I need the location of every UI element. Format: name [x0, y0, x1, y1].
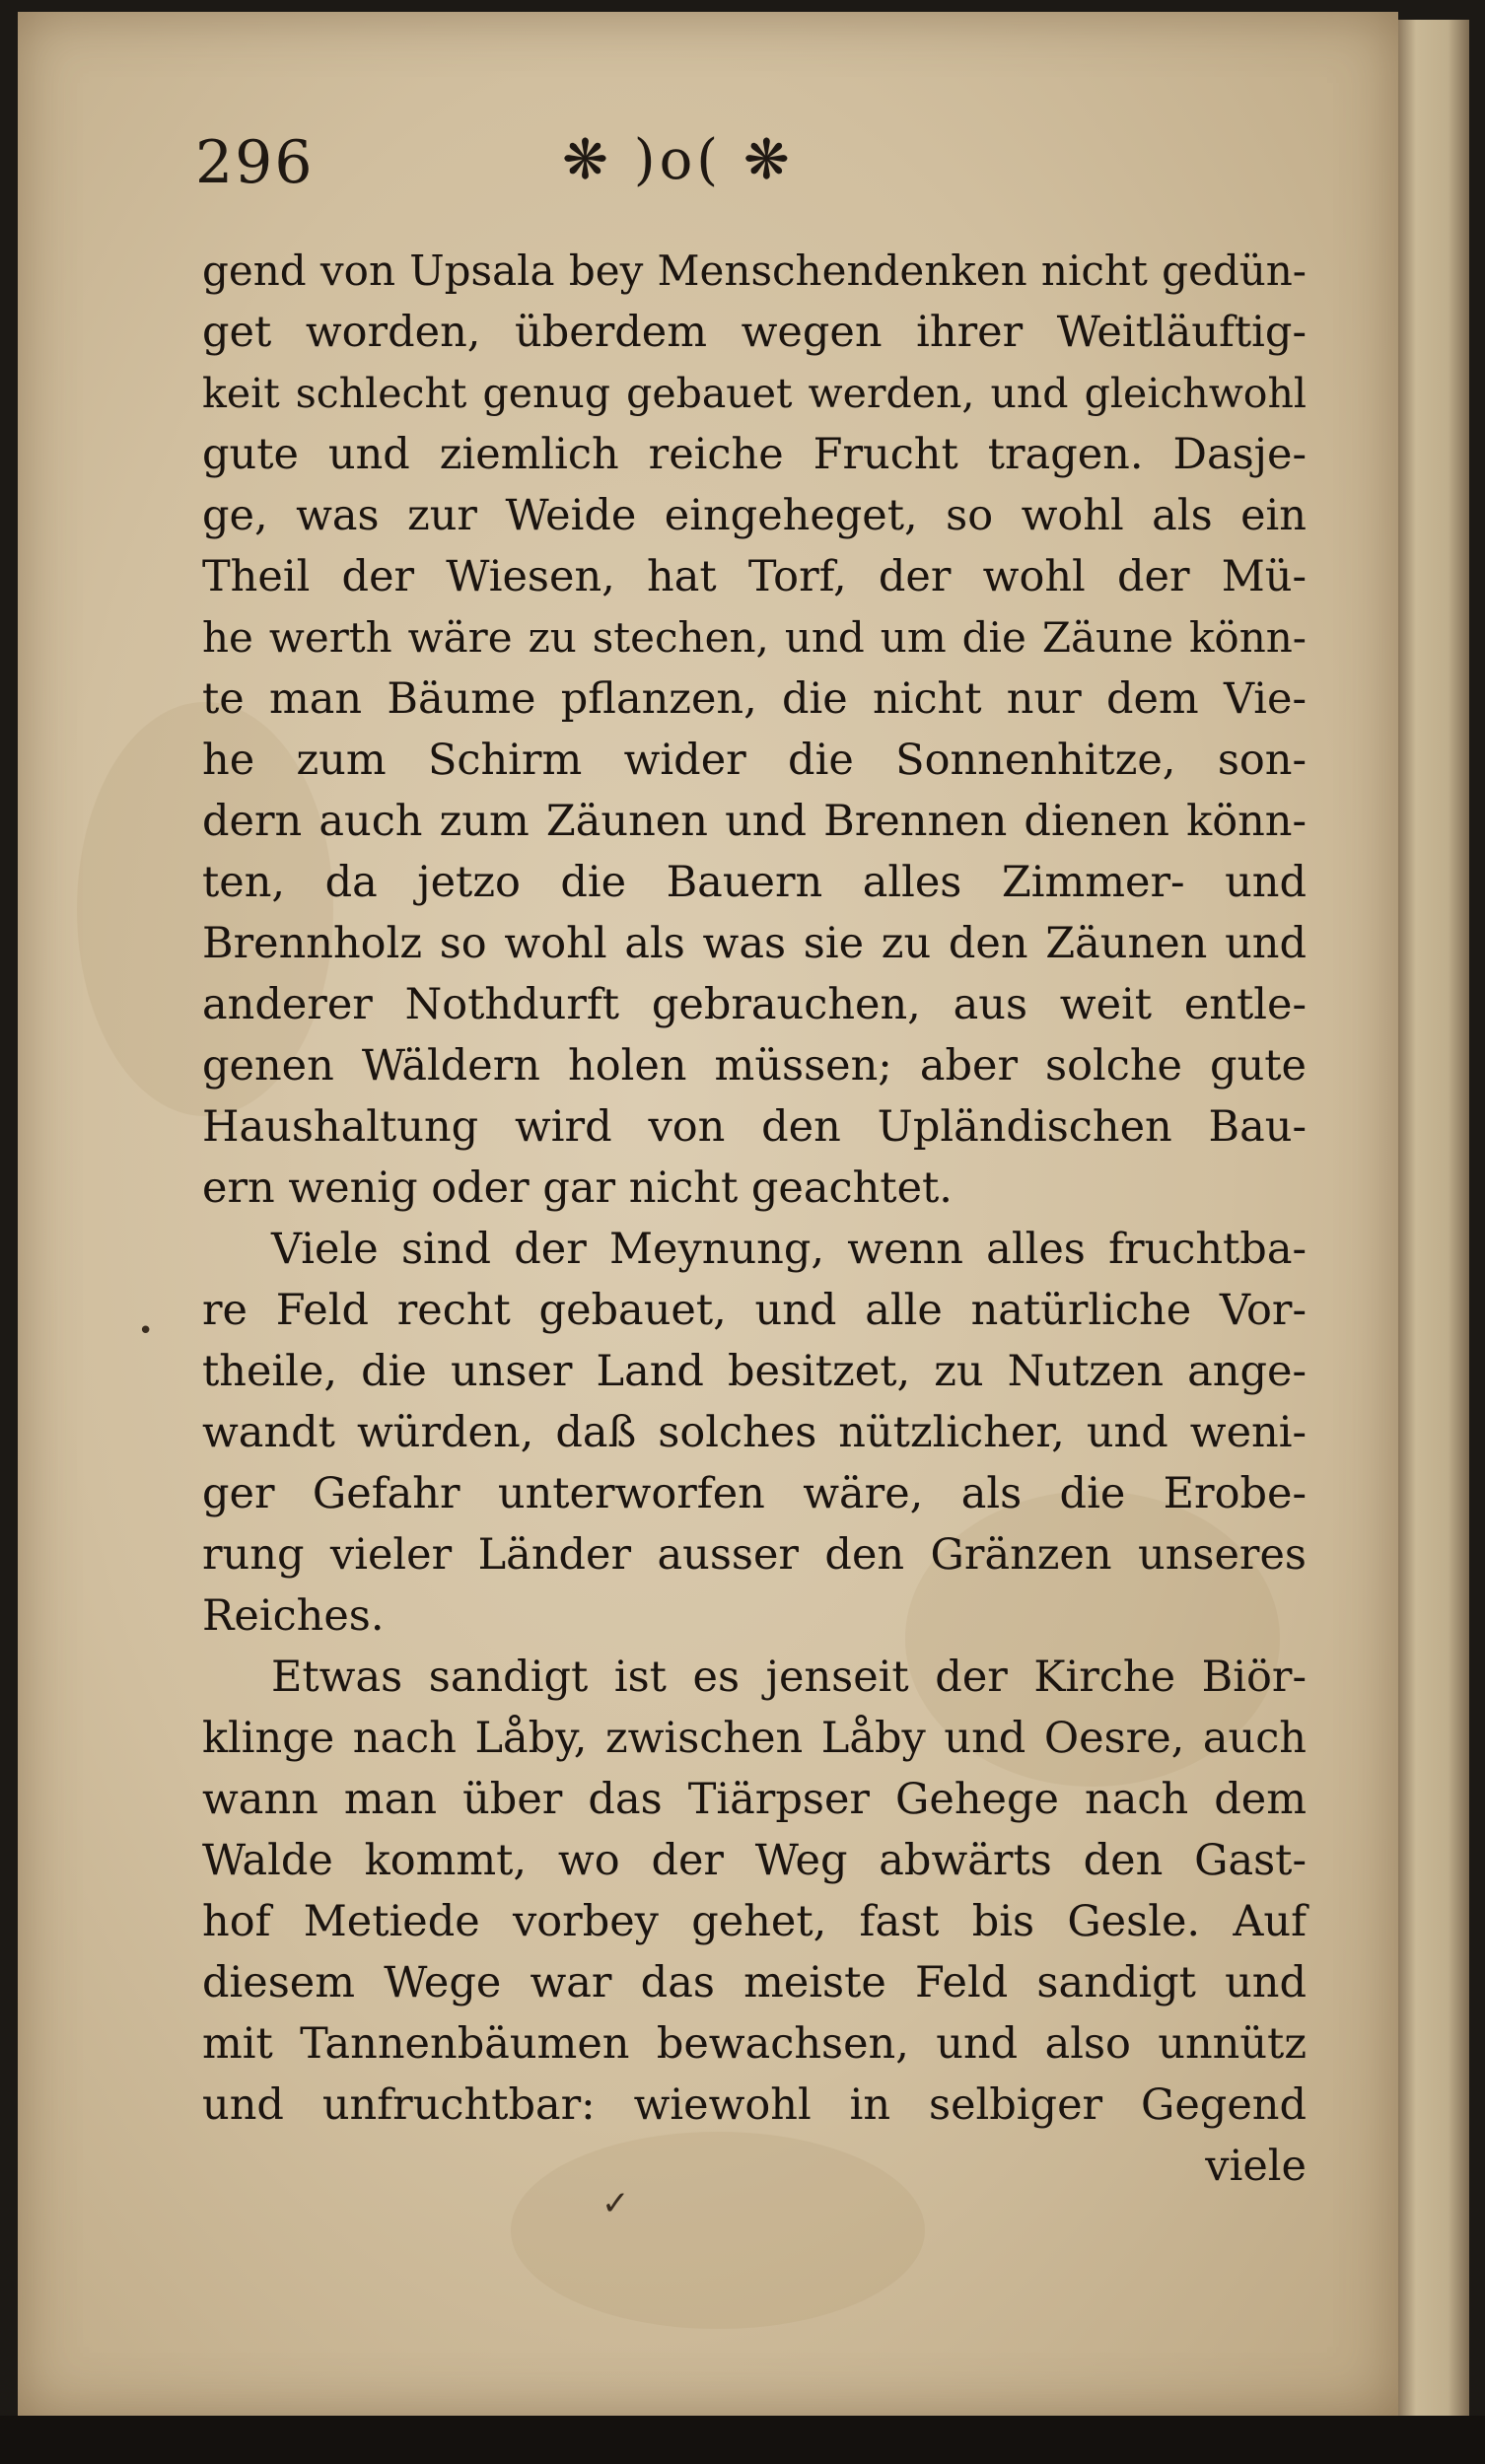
- text-line: gend von Upsala bey Menschendenken nicht gedün-: [202, 246, 1307, 295]
- text-line: wandt würden, daß solches nützlicher, und weni-: [202, 1408, 1307, 1457]
- text-line: wann man über das Tiärpser Gehege nach dem: [202, 1775, 1307, 1824]
- text-line: und unfruchtbar: wiewohl in selbiger Gegend: [202, 2080, 1307, 2130]
- text-line: anderer Nothdurft gebrauchen, aus weit entle-: [202, 980, 1307, 1029]
- page-number: 296: [195, 128, 315, 197]
- text-line: Etwas sandigt ist es jenseit der Kirche Biör-: [271, 1653, 1307, 1702]
- text-line: theile, die unser Land besitzet, zu Nutzen ange-: [202, 1347, 1307, 1396]
- text-line: he werth wäre zu stechen, und um die Zäune könn-: [202, 613, 1307, 662]
- text-line: ten, da jetzo die Bauern alles Zimmer- und: [202, 858, 1307, 907]
- text-line: gute und ziemlich reiche Frucht tragen. Dasje-: [202, 430, 1307, 479]
- page-edge: [1398, 20, 1469, 2416]
- text-line: Haushaltung wird von den Upländischen Bau-: [202, 1102, 1307, 1152]
- running-header: [187, 128, 1321, 217]
- text-line: re Feld recht gebauet, und alle natürliche Vor-: [202, 1286, 1307, 1335]
- ink-mark: ✓: [601, 2184, 630, 2223]
- margin-dot: •: [138, 1316, 154, 1346]
- text-line: Walde kommt, wo der Weg abwärts den Gast-: [202, 1836, 1307, 1885]
- text-line: Theil der Wiesen, hat Torf, der wohl der Mü-: [202, 552, 1307, 601]
- text-line: klinge nach Låby, zwischen Låby und Oesre, auch: [202, 1714, 1307, 1763]
- text-line: get worden, überdem wegen ihrer Weitläuftig-: [202, 308, 1307, 357]
- text-line: ger Gefahr unterworfen wäre, als die Erobe-: [202, 1469, 1307, 1518]
- text-line: keit schlecht genug gebauet werden, und gleichwohl: [202, 370, 1307, 417]
- body-text: [202, 241, 1307, 2197]
- text-line: Viele sind der Meynung, wenn alles fruchtba-: [271, 1225, 1307, 1274]
- text-line: ern wenig oder gar nicht geachtet.: [202, 1163, 953, 1213]
- text-line: ge, was zur Weide eingeheget, so wohl als ein: [202, 491, 1307, 540]
- text-line: Reiches.: [202, 1591, 385, 1641]
- text-line: mit Tannenbäumen bewachsen, und also unnütz: [202, 2019, 1307, 2069]
- text-line: diesem Wege war das meiste Feld sandigt und: [202, 1958, 1307, 2007]
- text-line: he zum Schirm wider die Sonnenhitze, son-: [202, 736, 1307, 785]
- text-line: hof Metiede vorbey gehet, fast bis Gesle. Auf: [202, 1897, 1307, 1946]
- header-ornament: ❋ )o( ❋: [562, 128, 794, 192]
- text-line: te man Bäume pflanzen, die nicht nur dem Vie-: [202, 674, 1307, 724]
- text-line: genen Wäldern holen müssen; aber solche gute: [202, 1041, 1307, 1091]
- text-line: dern auch zum Zäunen und Brennen dienen könn-: [202, 797, 1307, 846]
- scan-border: [0, 2416, 1485, 2464]
- text-line: rung vieler Länder ausser den Gränzen unseres: [202, 1530, 1307, 1580]
- text-line: Brennholz so wohl als was sie zu den Zäunen und: [202, 919, 1307, 968]
- catchword: viele: [1205, 2142, 1307, 2191]
